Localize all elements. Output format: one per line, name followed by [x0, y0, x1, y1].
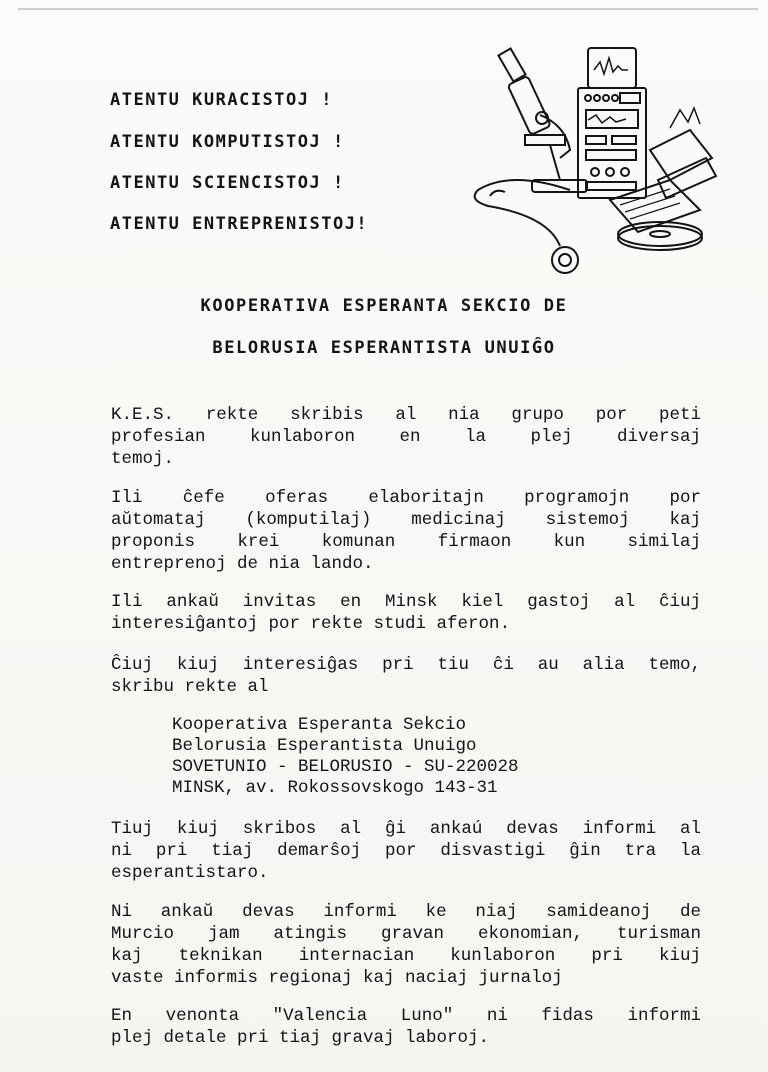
text-line: vaste informis regionaj kaj naciaj jurnaloj [111, 968, 563, 988]
text-line: Tiuj kiuj skribos al ĝi ankaú devas informi al [111, 819, 701, 839]
paragraph-3 [111, 591, 701, 635]
headline-sciencistoj: ATENTU SCIENCISTOJ ! [110, 173, 345, 193]
paragraph-1 [111, 404, 701, 470]
text-line: Ili ankaŭ invitas en Minsk kiel gastoj al ĉiuj [111, 592, 701, 612]
stethoscope-icon [475, 180, 578, 273]
text-line: ni pri tiaj demarŝoj por disvastigi ĝin tra la [111, 841, 701, 861]
text-line: K.E.S. rekte skribis al nia grupo por peti [111, 405, 701, 425]
microscope-icon [498, 49, 587, 192]
address-line: SOVETUNIO - BELORUSIO - SU-220028 [172, 757, 519, 777]
text-line: interesiĝantoj por rekte studi aferon. [111, 614, 511, 634]
address-line: MINSK, av. Rokossovskogo 143-31 [172, 778, 498, 798]
document-title-line-2: BELORUSIA ESPERANTISTA UNUIĜO [212, 338, 556, 358]
text-line: esperantistaro. [111, 863, 269, 883]
text-line: proponis krei komunan firmaon kun similaj [111, 532, 701, 552]
paragraph-2 [111, 487, 701, 575]
tape-reel-icon [618, 222, 702, 250]
medical-equipment-illustration [470, 40, 730, 275]
document-title-line-1: KOOPERATIVA ESPERANTA SEKCIO DE [200, 296, 568, 316]
headline-entreprenistoj: ATENTU ENTREPRENISTOJ! [110, 214, 369, 234]
text-line: kaj teknikan internacian kunlaboron pri kiuj [111, 946, 701, 966]
text-line: Ni ankaŭ devas informi ke niaj samideanoj de [111, 902, 701, 922]
text-line: profesian kunlaboron en la plej diversaj [111, 427, 701, 447]
page-top-edge [18, 8, 758, 10]
paragraph-7 [111, 1005, 701, 1049]
text-line: Murcio jam atingis gravan ekonomian, turisman [111, 924, 701, 944]
text-line: aŭtomataj (komputilaj) medicinaj sistemoj kaj [111, 510, 701, 530]
paragraph-4 [111, 654, 701, 698]
address-line: Belorusia Esperantista Unuigo [172, 736, 477, 756]
text-line: Ĉiuj kiuj interesiĝas pri tiu ĉi au alia temo, [111, 655, 701, 675]
postal-address [172, 715, 519, 799]
text-line: entreprenoj de nia lando. [111, 554, 374, 574]
text-line: skribu rekte al [111, 677, 269, 697]
text-line: En venonta "Valencia Luno" ni fidas informi [111, 1006, 701, 1026]
books-icon [610, 108, 716, 232]
text-line: plej detale pri tiaj gravaj laboroj. [111, 1028, 490, 1048]
address-line: Kooperativa Esperanta Sekcio [172, 715, 467, 735]
text-line: temoj. [111, 449, 175, 469]
paragraph-5 [111, 818, 701, 884]
headline-kuracistoj: ATENTU KURACISTOJ ! [110, 90, 333, 110]
headline-komputistoj: ATENTU KOMPUTISTOJ ! [110, 132, 345, 152]
text-line: Ili ĉefe oferas elaboritajn programojn por [111, 488, 701, 508]
paragraph-6 [111, 901, 701, 989]
monitor-icon [578, 48, 646, 198]
